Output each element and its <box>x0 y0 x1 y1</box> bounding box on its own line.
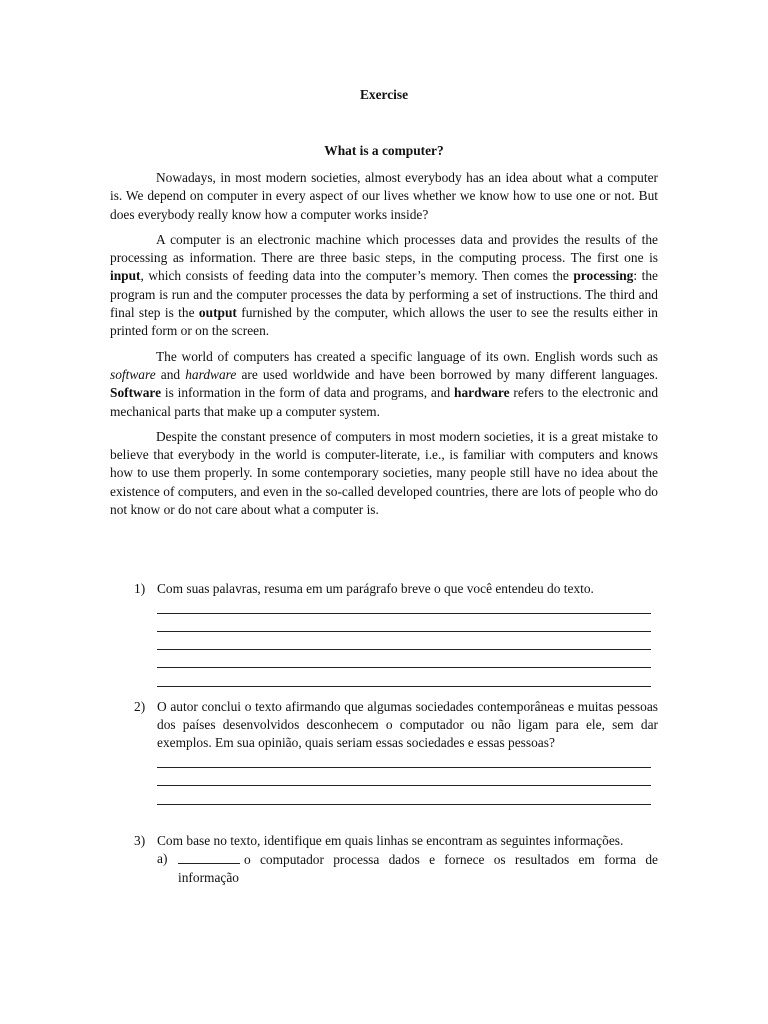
term-software-italic: software <box>110 366 156 382</box>
answer-line[interactable] <box>157 771 658 789</box>
line-number-blank[interactable] <box>178 850 240 864</box>
question-1 <box>110 580 658 690</box>
paragraph-3 <box>110 348 658 421</box>
question-3-item-a-letter: a) <box>157 850 168 866</box>
term-software-bold: Software <box>110 385 162 401</box>
question-2 <box>110 698 658 808</box>
question-1-text: Com suas palavras, resuma em um parágrafo breve o que você entendeu do texto. <box>157 581 594 596</box>
question-2-answer-lines <box>157 753 658 808</box>
document-heading: Exercise <box>359 87 409 102</box>
paragraph-1: Nowadays, in most modern societies, almost everybody has an idea about what a computer is. We depend on computer in every aspect of our lives whether we know how to use one or not. But does everybody really know how a computer works inside? <box>110 170 658 222</box>
question-3-text: Com base no texto, identifique em quais linhas se encontram as seguintes informações. <box>157 832 624 848</box>
answer-line[interactable] <box>157 598 658 616</box>
term-processing: processing <box>573 268 634 284</box>
paragraph-3-text-g: is information in the form of data and programs, and <box>161 385 455 401</box>
question-list <box>110 580 658 887</box>
term-input: input <box>110 268 141 284</box>
question-1-answer-lines <box>157 598 658 689</box>
paragraph-2-text-e: : the program is run and the computer processes the data by performing a set of instructions. The third and final step is the <box>110 268 658 321</box>
term-hardware-italic: hardware <box>185 366 237 382</box>
paragraph-3-text-i: refers to the electronic and mechanical parts that make up a computer system. <box>110 385 659 419</box>
paragraph-2-text-c: , which consists of feeding data into the computer’s memory. Then comes the <box>140 268 574 284</box>
question-3-item-a-content <box>178 850 658 888</box>
answer-line[interactable] <box>157 653 658 671</box>
answer-line[interactable] <box>157 635 658 653</box>
paragraph-3-text-e: are used worldwide and have been borrowed by many different languages. <box>236 366 658 382</box>
paragraph-3-text-a: The world of computers has created a specific language of its own. English words such as <box>156 348 658 364</box>
question-3 <box>110 832 658 888</box>
question-3-number: 3) <box>134 832 146 848</box>
question-1-number: 1) <box>134 581 146 596</box>
article-body <box>110 169 658 526</box>
term-output: output <box>198 305 237 321</box>
answer-line[interactable] <box>157 753 658 771</box>
article-title: What is a computer? <box>324 143 444 158</box>
paragraph-2 <box>110 231 658 341</box>
answer-line[interactable] <box>157 789 658 807</box>
term-hardware-bold: hardware <box>454 385 510 401</box>
question-2-text: O autor conclui o texto afirmando que algumas sociedades contemporâneas e muitas pessoas dos países desenvolvidos desconhecem o computador ou não ligam para ele, sem dar exemplos. Em sua opinião, quais seriam essas sociedades e essas pessoas? <box>157 698 658 751</box>
answer-line[interactable] <box>157 617 658 635</box>
paragraph-3-text-c: and <box>155 366 186 382</box>
answer-line[interactable] <box>157 671 658 689</box>
paragraph-2-text-g: furnished by the computer, which allows the user to see the results either in printed form or on the screen. <box>110 305 658 339</box>
question-2-number: 2) <box>134 698 146 714</box>
question-3-item-a-text: o computador processa dados e fornece os resultados em forma de informação <box>178 851 658 886</box>
question-3-item-a <box>157 850 658 888</box>
paragraph-2-text-a: A computer is an electronic machine which processes data and provides the results of the processing as information. There are three basic steps, in the computing process. The first one is <box>110 231 658 266</box>
paragraph-4: Despite the constant presence of computers in most modern societies, it is a great mistake to believe that everybody in the world is computer-literate, i.e., is familiar with computers and knows how to use them properly. In some contemporary societies, many people still have no idea about the existence of computers, and even in the so-called developed countries, there are lots of people who do not know or do not care about what a computer is. <box>110 428 658 518</box>
